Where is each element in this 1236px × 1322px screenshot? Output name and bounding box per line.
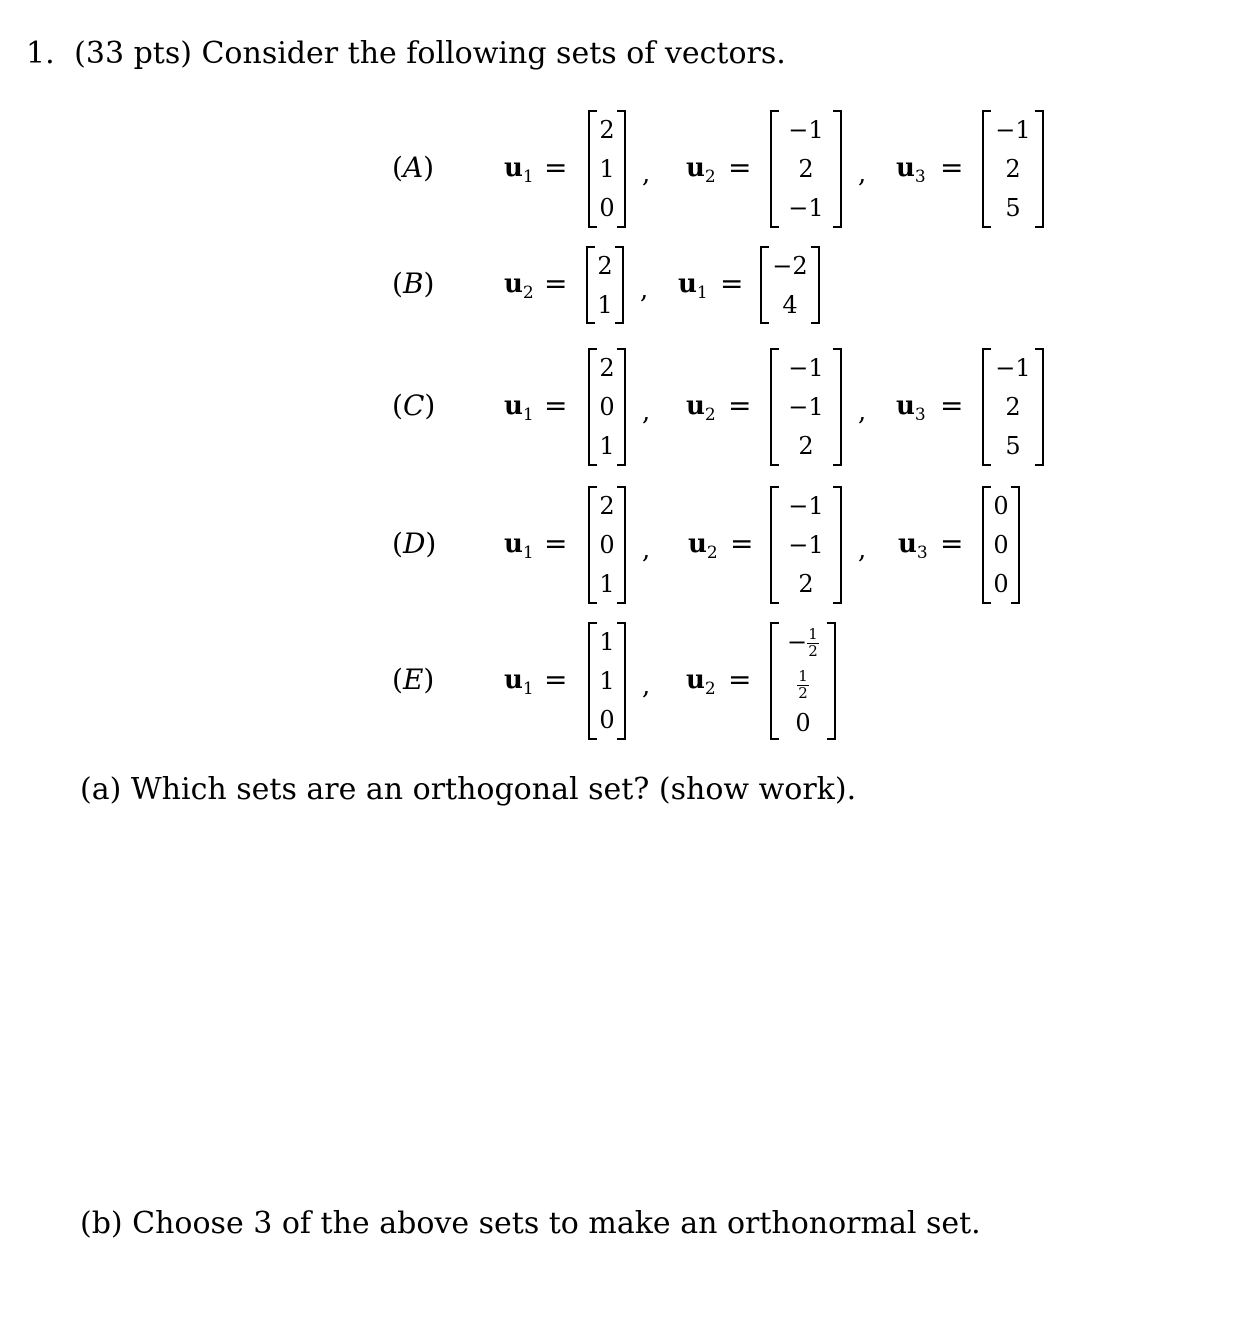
vector-component: 2 [798, 154, 814, 183]
equals-sign: = [544, 389, 568, 422]
vector-symbol: u [504, 529, 523, 559]
vector-subscript: 3 [916, 543, 928, 564]
set-label-text: D [402, 527, 426, 560]
vector-component: 1 [599, 570, 615, 599]
vector-component: 2 [1005, 154, 1021, 183]
equals-sign: = [544, 663, 568, 696]
column-vector [982, 348, 1044, 466]
comma-separator: , [858, 159, 867, 189]
equals-sign: = [728, 663, 752, 696]
vector-subscript: 1 [522, 679, 534, 700]
comma-separator: , [858, 535, 867, 565]
vector-name [688, 529, 718, 563]
equals-sign: = [720, 267, 744, 300]
vector-subscript: 2 [704, 679, 716, 700]
set-label: (E) [392, 663, 435, 696]
vector-component: 1 [597, 290, 613, 319]
column-vector [588, 348, 626, 466]
vector-symbol: u [688, 529, 707, 559]
equals-sign: = [728, 389, 752, 422]
vector-component: 0 [993, 530, 1009, 559]
vector-component: 0 [993, 491, 1009, 520]
vector-subscript: 1 [522, 167, 534, 188]
part-b-question: (b) Choose 3 of the above sets to make an orthonormal set. [80, 1206, 981, 1241]
set-a [0, 110, 1236, 228]
vector-name [504, 529, 534, 563]
vector-component: −1 [788, 530, 824, 559]
vector-component: − $\frac{1}{2}$ [786, 624, 818, 660]
vector-component: 2 [798, 570, 814, 599]
set-label: (D) [392, 527, 437, 560]
vector-component: −1 [995, 353, 1031, 382]
part-a-question: (a) Which sets are an orthogonal set? (show work). [80, 772, 857, 807]
set-c [0, 348, 1236, 466]
vector-component: 5 [1005, 194, 1021, 223]
equals-sign: = [940, 151, 964, 184]
vector-subscript: 2 [704, 167, 716, 188]
vector-component: 1 [599, 666, 615, 695]
vector-component: 0 [599, 194, 615, 223]
vector-symbol: u [686, 391, 705, 421]
vector-component: −1 [788, 194, 824, 223]
column-vector [770, 348, 842, 466]
problem-header [26, 36, 786, 71]
vector-component: 1 [599, 432, 615, 461]
vector-name [898, 529, 928, 563]
vector-symbol: u [898, 529, 917, 559]
vector-component: 0 [599, 392, 615, 421]
vector-symbol: u [504, 153, 523, 183]
vector-subscript: 1 [522, 405, 534, 426]
vector-subscript: 2 [704, 405, 716, 426]
vector-component: 2 [1005, 392, 1021, 421]
vector-name [504, 391, 534, 425]
vector-subscript: 1 [522, 543, 534, 564]
vector-symbol: u [686, 153, 705, 183]
vector-name [686, 153, 716, 187]
comma-separator: , [642, 397, 651, 427]
vector-component: −1 [788, 353, 824, 382]
vector-component: 0 [795, 709, 811, 738]
vector-component: −1 [788, 392, 824, 421]
vector-symbol: u [504, 391, 523, 421]
set-label: (A) [392, 151, 435, 184]
vector-component: 4 [782, 290, 798, 319]
vector-component: 0 [599, 706, 615, 735]
equals-sign: = [940, 527, 964, 560]
comma-separator: , [642, 159, 651, 189]
vector-name [678, 269, 708, 303]
vector-component: 2 [597, 251, 613, 280]
column-vector [586, 246, 624, 324]
set-label-text: B [402, 267, 424, 300]
vector-component: 2 [798, 432, 814, 461]
equals-sign: = [544, 267, 568, 300]
vector-symbol: u [686, 665, 705, 695]
vector-component: 1 [599, 627, 615, 656]
column-vector [588, 486, 626, 604]
comma-separator: , [858, 397, 867, 427]
set-b [0, 246, 1236, 324]
comma-separator: , [640, 275, 649, 305]
vector-component: 2 [599, 115, 615, 144]
set-label-text: A [402, 151, 424, 184]
vector-name [896, 391, 926, 425]
vector-symbol: u [896, 153, 915, 183]
vector-component: $\frac{1}{2}$ [798, 666, 808, 702]
vector-name [504, 665, 534, 699]
set-e [0, 622, 1236, 740]
column-vector [760, 246, 820, 324]
column-vector [588, 622, 626, 740]
vector-subscript: 1 [696, 283, 708, 304]
equals-sign: = [728, 151, 752, 184]
vector-name [686, 665, 716, 699]
vector-subscript: 3 [914, 405, 926, 426]
vector-name [896, 153, 926, 187]
vector-component: 0 [599, 530, 615, 559]
vector-component: −1 [788, 115, 824, 144]
vector-component: 2 [599, 491, 615, 520]
vector-component: 2 [599, 353, 615, 382]
set-label-text: E [402, 663, 424, 696]
vector-name [504, 153, 534, 187]
vector-name [686, 391, 716, 425]
vector-symbol: u [896, 391, 915, 421]
vector-component: 1 [599, 154, 615, 183]
vector-subscript: 3 [914, 167, 926, 188]
vector-component: 5 [1005, 432, 1021, 461]
set-d [0, 486, 1236, 604]
problem-text: (33 pts) Consider the following sets of vectors. [74, 36, 786, 71]
problem-number: 1. [26, 36, 55, 71]
comma-separator: , [642, 671, 651, 701]
vector-component: 0 [993, 570, 1009, 599]
vector-symbol: u [678, 269, 697, 299]
vector-symbol: u [504, 665, 523, 695]
equals-sign: = [544, 527, 568, 560]
equals-sign: = [544, 151, 568, 184]
vector-component: −2 [772, 251, 808, 280]
column-vector [770, 486, 842, 604]
equals-sign: = [940, 389, 964, 422]
column-vector [982, 486, 1020, 604]
column-vector [770, 622, 836, 740]
vector-symbol: u [504, 269, 523, 299]
equals-sign: = [730, 527, 754, 560]
vector-subscript: 2 [706, 543, 718, 564]
set-label-text: C [402, 389, 425, 422]
column-vector [770, 110, 842, 228]
comma-separator: , [642, 535, 651, 565]
vector-subscript: 2 [522, 283, 534, 304]
set-label: (C) [392, 389, 436, 422]
set-label: (B) [392, 267, 435, 300]
column-vector [982, 110, 1044, 228]
vector-component: −1 [788, 491, 824, 520]
vector-component: −1 [995, 115, 1031, 144]
column-vector [588, 110, 626, 228]
vector-name [504, 269, 534, 303]
